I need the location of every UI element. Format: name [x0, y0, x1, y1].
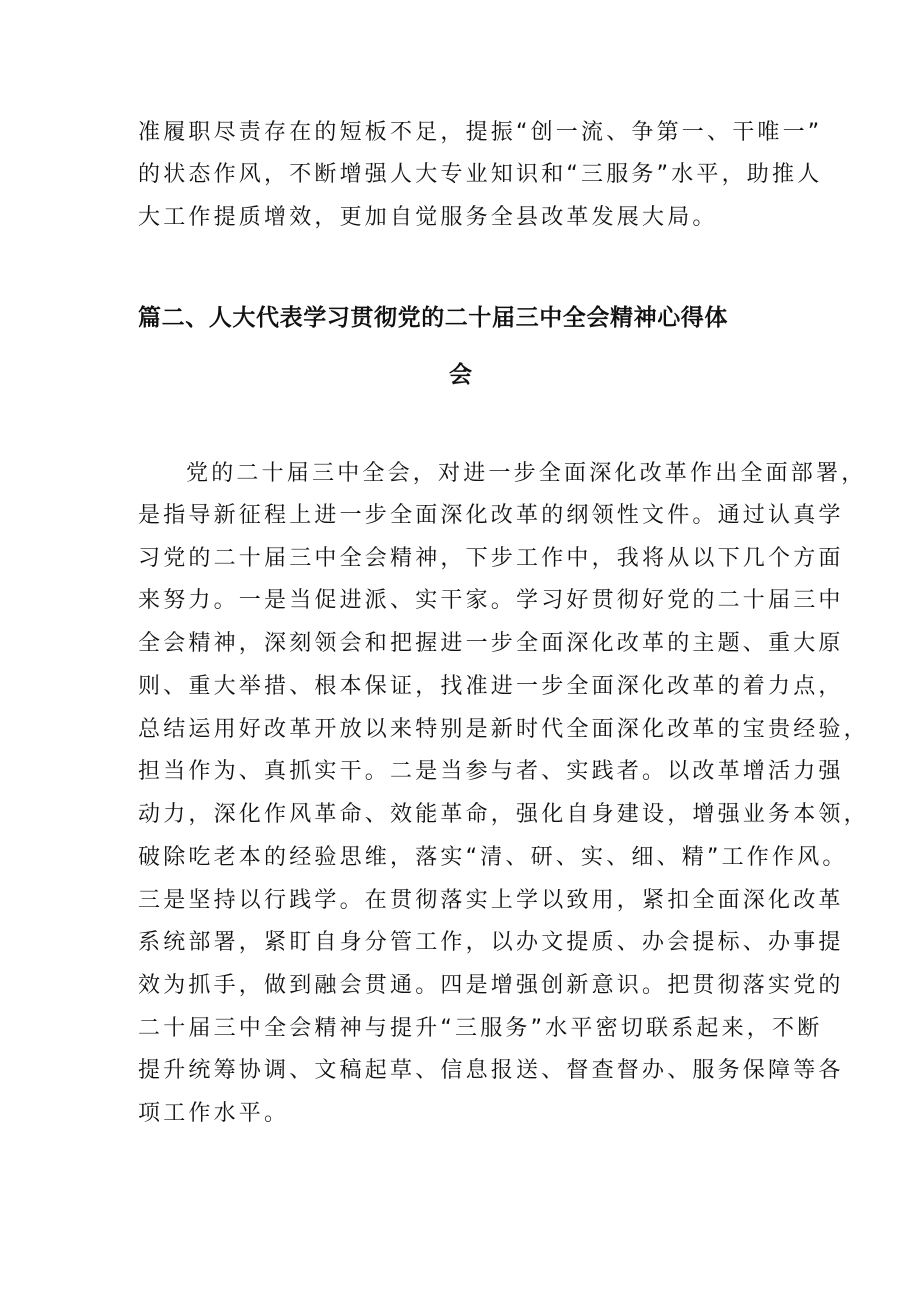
body-line-8: 担当作为、真抓实干。二是当参与者、实践者。以改革增活力强	[138, 759, 844, 784]
body-line-4: 来努力。一是当促进派、实干家。学习好贯彻好党的二十届三中	[138, 588, 844, 613]
body-line-7: 总结运用好改革开放以来特别是新时代全面深化改革的宝贵经验，	[138, 717, 869, 742]
body-line-12: 系统部署，紧盯自身分管工作，以办文提质、办会提标、办事提	[138, 930, 844, 955]
section-title-line-1: 篇二、人大代表学习贯彻党的二十届三中全会精神心得体	[138, 305, 728, 331]
body-line-13: 效为抓手，做到融会贯通。四是增强创新意识。把贯彻落实党的	[138, 973, 844, 998]
body-line-15: 提升统筹协调、文稿起草、信息报送、督查督办、服务保障等各	[138, 1058, 844, 1083]
body-line-3: 习党的二十届三中全会精神，下步工作中，我将从以下几个方面	[138, 546, 844, 571]
body-line-1: 党的二十届三中全会，对进一步全面深化改革作出全面部署，	[186, 461, 867, 486]
body-line-10: 破除吃老本的经验思维，落实“清、研、实、细、精”工作作风。	[138, 845, 848, 870]
body-line-9: 动力，深化作风革命、效能革命，强化自身建设，增强业务本领，	[138, 802, 869, 827]
continuation-line-3: 大工作提质增效，更加自觉服务全县改革发展大局。	[138, 205, 718, 230]
body-line-2: 是指导新征程上进一步全面深化改革的纲领性文件。通过认真学	[138, 503, 844, 528]
continuation-line-1: 准履职尽责存在的短板不足，提振“创一流、争第一、干唯一”	[138, 120, 823, 145]
body-line-6: 则、重大举措、根本保证，找准进一步全面深化改革的着力点，	[138, 674, 844, 699]
continuation-line-2: 的状态作风，不断增强人大专业知识和“三服务”水平，助推人	[138, 162, 823, 187]
body-line-11: 三是坚持以行践学。在贯彻落实上学以致用，紧扣全面深化改革	[138, 888, 844, 913]
body-line-16: 项工作水平。	[138, 1101, 290, 1126]
body-line-14: 二十届三中全会精神与提升“三服务”水平密切联系起来，不断	[138, 1016, 823, 1041]
section-title-line-2: 会	[449, 362, 473, 388]
body-line-5: 全会精神，深刻领会和把握进一步全面深化改革的主题、重大原	[138, 631, 844, 656]
